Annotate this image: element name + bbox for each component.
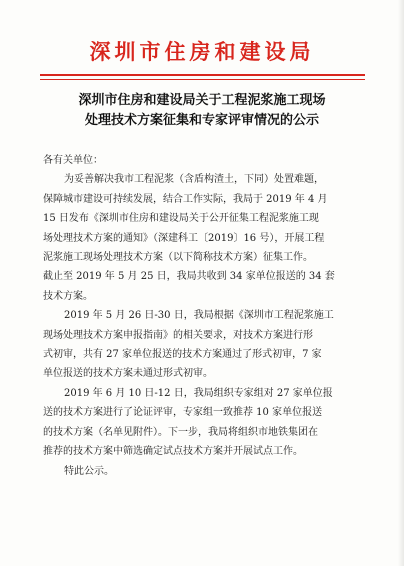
paragraph-line: 技术方案。 — [43, 290, 93, 302]
salutation: 各有关单位： — [43, 155, 103, 166]
document-title — [30, 91, 374, 131]
paragraph-formal-review — [43, 306, 365, 384]
paragraph-call-for-proposals — [43, 170, 365, 306]
paragraph-line: 截止至 2019 年 5 月 25 日，我局共收到 34 家单位报送的 34 套 — [43, 271, 335, 283]
paragraph-line: 现场处理技术方案申报指南》的相关要求，对技术方案进行形 — [43, 329, 313, 341]
paragraph-expert-review — [43, 384, 365, 462]
paragraph-line: 泥浆施工现场处理技术方案（以下简称技术方案）征集工作。 — [43, 252, 313, 264]
paragraph-line: 送的技术方案进行了论证评审，专家组一致推荐 10 家单位报送 — [43, 407, 323, 419]
paragraph-line: 式初审，共有 27 家单位报送的技术方案通过了形式初审，7 家 — [43, 349, 322, 361]
paragraph-line: 单位报送的技术方案未通过形式初审。 — [43, 368, 213, 380]
page-edge-shadow — [398, 0, 404, 566]
paragraph-line: 保障城市建设可持续发展，结合工作实际，我局于 2019 年 4 月 — [43, 193, 328, 205]
letterhead-rule-thin — [40, 79, 365, 80]
paragraph-line: 2019 年 5 月 26 日-30 日，我局根据《深圳市工程泥浆施工 — [64, 310, 334, 322]
letterhead-rule-thick — [40, 74, 365, 76]
title-line: 处理技术方案征集和专家评审情况的公示 — [84, 113, 319, 128]
paragraph-line: 特此公示。 — [64, 465, 114, 477]
paragraph-line: 15 日发布《深圳市住房和建设局关于公开征集工程泥浆施工现 — [43, 213, 319, 225]
document-body — [43, 151, 365, 481]
paragraph-line: 场处理技术方案的通知》（深建科工〔2019〕16 号），开展工程 — [43, 232, 325, 244]
paragraph-closing — [43, 462, 365, 481]
paragraph-line: 的技术方案（名单见附件）。下一步，我局将组织市地铁集团在 — [43, 426, 318, 438]
title-line: 深圳市住房和建设局关于工程泥浆施工现场 — [78, 93, 326, 108]
paragraph-line: 为妥善解决我市工程泥浆（含盾构渣土，下同）处置难题， — [64, 174, 324, 186]
letterhead-org-name: 深圳市住房和建设局 — [89, 39, 315, 64]
paragraph-line: 2019 年 6 月 10 日-12 日，我局组织专家组对 27 家单位报 — [64, 387, 333, 399]
paragraph-line: 推荐的技术方案中筛选确定试点技术方案并开展试点工作。 — [43, 446, 303, 458]
